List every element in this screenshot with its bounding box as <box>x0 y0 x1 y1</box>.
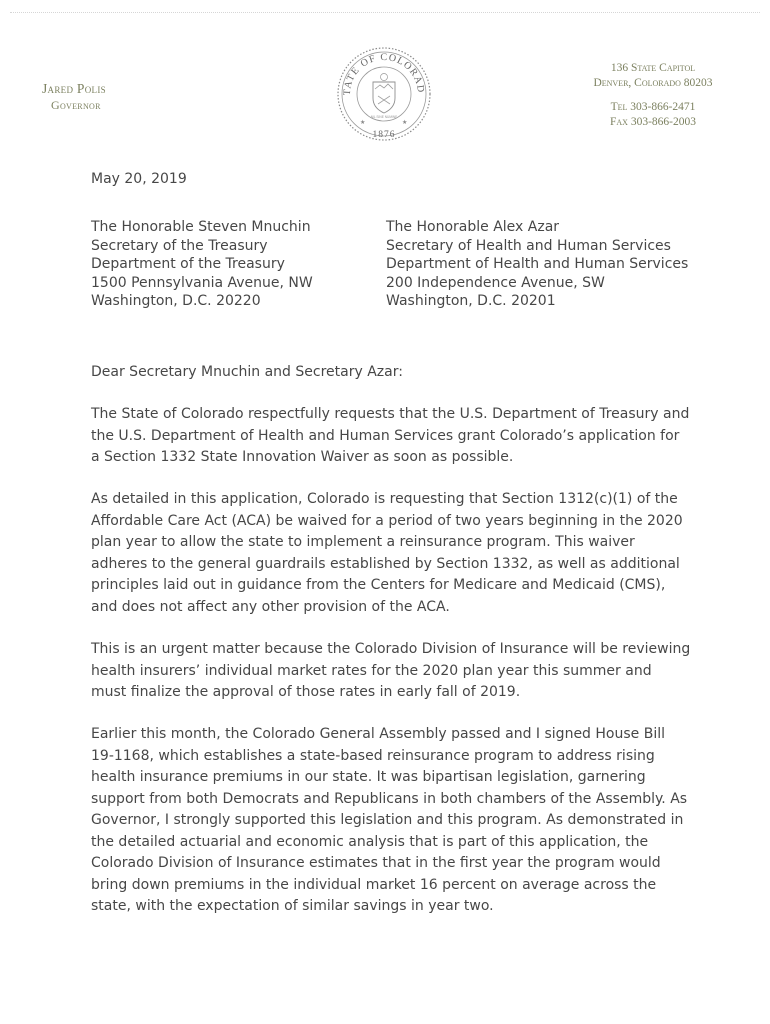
body-paragraph-2: As detailed in this application, Colorado is requesting that Section 1312(c)(1) of the Affordable Care Act (ACA) be waived for a period of two years beginning in the 2020 plan year to allow the state to implement a reinsurance program. This waiver adheres to the general guardrails established by Section 1332, as well as additional principles laid out in guidance from the Centers for Medicare and Medicaid (CMS), and does not affect any other provision of the ACA. <box>91 491 683 615</box>
governor-title: Governor <box>51 98 101 112</box>
governor-block <box>42 80 106 114</box>
recipient-left-line: Secretary of the Treasury <box>91 237 268 254</box>
recipient-right-line: 200 Independence Avenue, SW <box>386 274 605 291</box>
recipient-left <box>91 218 313 311</box>
recipient-left-line: Washington, D.C. 20220 <box>91 293 261 310</box>
recipient-left-line: The Honorable Steven Mnuchin <box>91 219 311 235</box>
recipient-right <box>386 218 688 311</box>
state-seal <box>336 46 432 142</box>
recipient-left-line: Department of the Treasury <box>91 256 285 273</box>
telephone: Tel 303-866-2471 <box>610 101 696 113</box>
recipient-right-line: Department of Health and Human Services <box>386 256 689 273</box>
state-seal-icon <box>336 46 432 142</box>
salutation: Dear Secretary Mnuchin and Secretary Azar: <box>91 364 403 380</box>
recipient-right-line: Washington, D.C. 20201 <box>386 293 556 310</box>
seal-shield-icon <box>373 74 395 114</box>
seal-year: 1876 <box>372 130 396 140</box>
seal-star-right: ★ <box>402 119 408 126</box>
body-paragraph-3: This is an urgent matter because the Colorado Division of Insurance will be reviewing health insurers’ individual market rates for the 2020 plan year this summer and must finalize the approval of those rates in early fall of 2019. <box>91 641 691 700</box>
address-line-2: Denver, Colorado 80203 <box>593 77 713 89</box>
fax: Fax 303-866-2003 <box>610 116 696 128</box>
recipient-left-line: 1500 Pennsylvania Avenue, NW <box>91 274 313 291</box>
letter-date: May 20, 2019 <box>91 171 187 187</box>
body-paragraph-4: Earlier this month, the Colorado General Assembly passed and I signed House Bill 19-1168, which establishes a state-based reinsurance program to address rising health insurance premiums in our state. It was bipartisan legislation, garnering support from both Democrats and Republicans in both chambers of the Assembly. As Governor, I strongly supported this legislation and this program. As demonstrated in the detailed actuarial and economic analysis that is part of this application, the Colorado Division of Insurance estimates that in the first year the program would bring down premiums in the individual market 16 percent on average across the state, with the expectation of similar savings in year two. <box>91 726 688 914</box>
recipient-right-line: Secretary of Health and Human Services <box>386 237 671 254</box>
seal-motto: NIL SINE NUMINE <box>370 115 398 119</box>
recipient-right-line: The Honorable Alex Azar <box>386 219 560 235</box>
page-top-border <box>10 12 760 13</box>
body-paragraph-1: The State of Colorado respectfully requests that the U.S. Department of Treasury and the U.S. Department of Health and Human Services grant Colorado’s application for a Section 1332 State Innovation Waiver as soon as possible. <box>91 406 690 465</box>
capitol-address-block <box>578 61 728 130</box>
address-line-1: 136 State Capitol <box>610 62 696 74</box>
governor-name: Jared Polis <box>42 81 106 96</box>
seal-state-text: TATE OF COLORAD <box>341 51 427 96</box>
seal-star-left: ★ <box>360 119 366 126</box>
